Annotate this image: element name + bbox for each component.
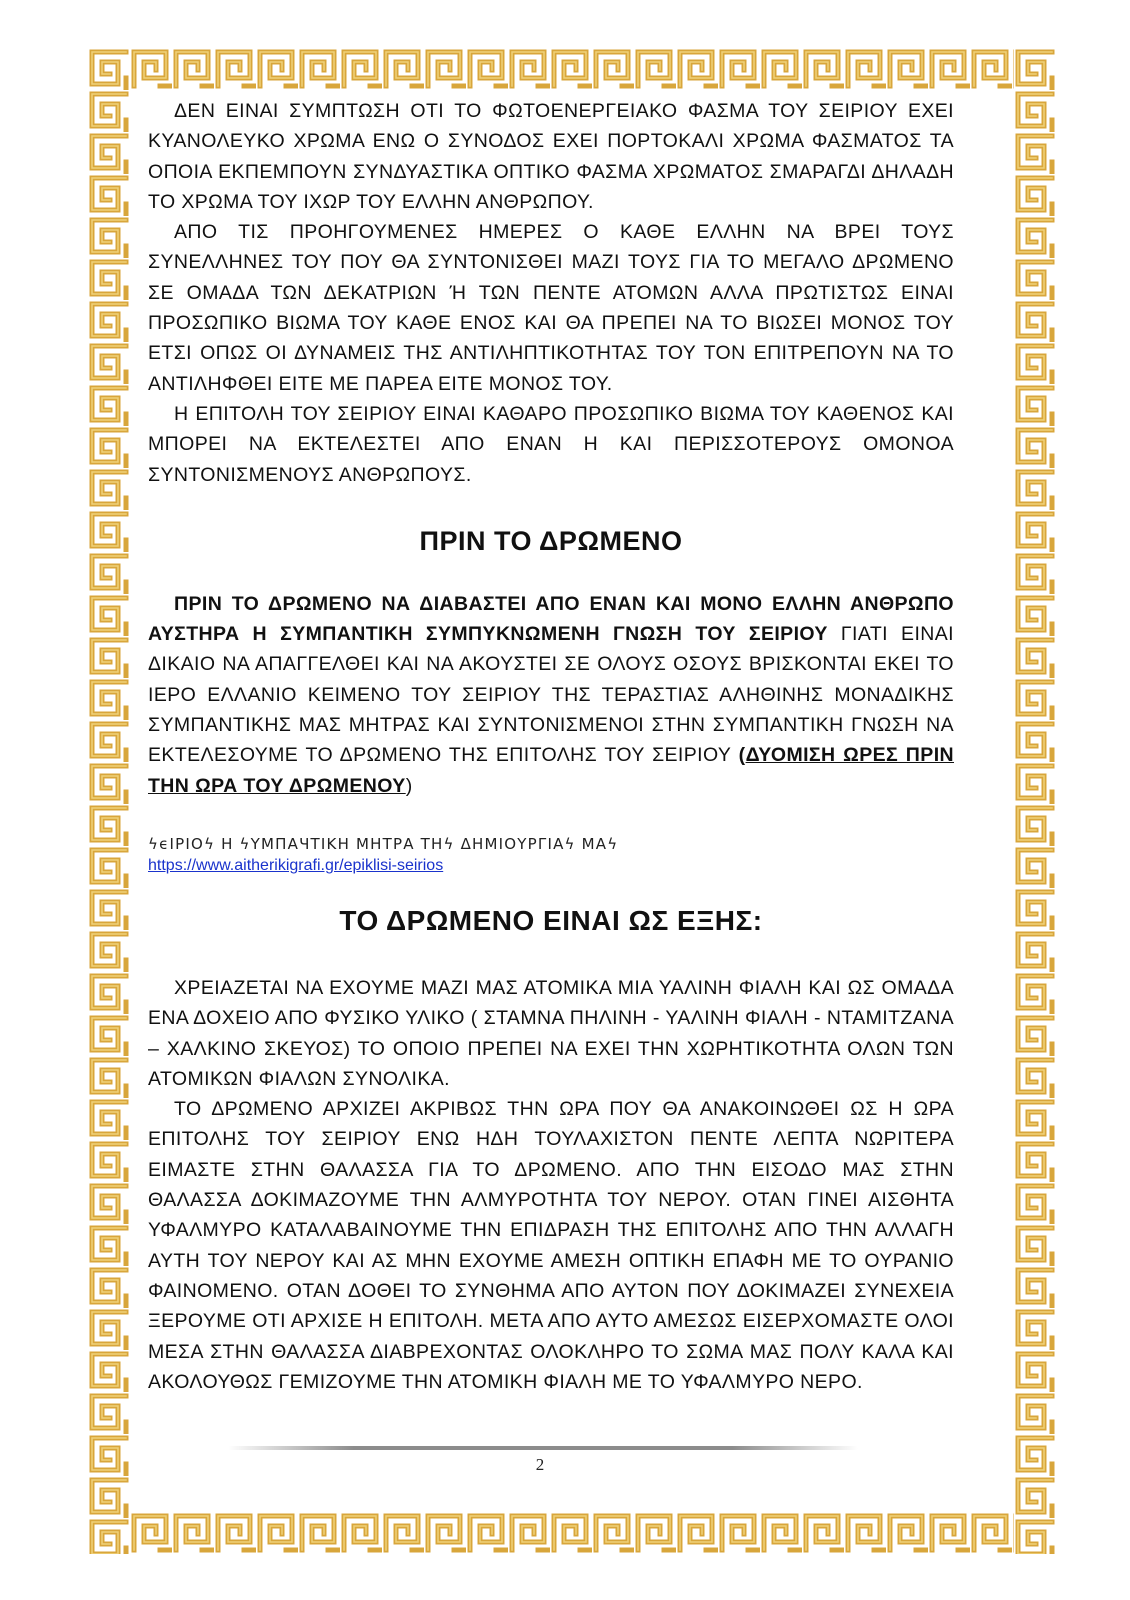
- greek-key-border-bottom: [88, 1512, 1056, 1554]
- greek-key-border-left: [88, 48, 130, 1554]
- ritual-paragraph-1: ΧΡΕΙΑΖΕΤΑΙ ΝΑ ΕΧΟΥΜΕ ΜΑΖΙ ΜΑΣ ΑΤΟΜΙΚΑ ΜΙΑ ΥΑΛΙΝΗ ΦΙΑΛΗ ΚΑΙ ΩΣ ΟΜΑΔΑ ΕΝΑ ΔΟΧΕΙΟ ΑΠΟ ΦΥΣΙΚΟ ΥΛΙΚΟ ( ΣΤΑΜΝΑ ΠΗΛΙΝΗ - ΥΑΛΙΝΗ ΦΙΑΛΗ - ΝΤΑΜΙΤΖΑΝΑ – ΧΑΛΚΙΝΟ ΣΚΕΥΟΣ) ΤΟ ΟΠΟΙΟ ΠΡΕΠΕΙ ΝΑ ΕΧΕΙ ΤΗΝ ΧΩΡΗΤΙΚΟΤΗΤΑ ΟΛΩΝ ΤΩΝ ΑΤΟΜΙΚΩΝ ΦΙΑΛΩΝ ΣΥΝΟΛΙΚΑ.: [148, 976, 954, 1090]
- footer-divider: [228, 1446, 858, 1450]
- intro-paragraph-2: ΑΠΟ ΤΙΣ ΠΡΟΗΓΟΥΜΕΝΕΣ ΗΜΕΡΕΣ Ο ΚΑΘΕ ΕΛΛΗΝ ΝΑ ΒΡΕΙ ΤΟΥΣ ΣΥΝΕΛΛΗΝΕΣ ΤΟΥ ΠΟΥ ΘΑ ΣΥΝΤΟΝΙΣΘΕΙ ΜΑΖΙ ΤΟΥΣ ΓΙΑ ΤΟ ΜΕΓΑΛΟ ΔΡΩΜΕΝΟ ΣΕ ΟΜΑΔΑ ΤΩΝ ΔΕΚΑΤΡΙΩΝ Ή ΤΩΝ ΠΕΝΤΕ ΑΤΟΜΩΝ ΑΛΛΑ ΠΡΩΤΙΣΤΩΣ ΕΙΝΑΙ ΠΡΟΣΩΠΙΚΟ ΒΙΩΜΑ ΤΟΥ ΚΑΘΕ ΕΝΟΣ ΚΑΙ ΘΑ ΠΡΕΠΕΙ ΝΑ ΤΟ ΒΙΩΣΕΙ ΜΟΝΟΣ ΤΟΥ ΕΤΣΙ ΟΠΩΣ ΟΙ ΔΥΝΑΜΕΙΣ ΤΗΣ ΑΝΤΙΛΗΠΤΙΚΟΤΗΤΑΣ ΤΟΥ ΤΟΝ ΕΠΙΤΡΕΠΟΥΝ ΝΑ ΤΟ ΑΝΤΙΛΗΦΘΕΙ ΕΙΤΕ ΜΕ ΠΑΡΕΑ ΕΙΤΕ ΜΟΝΟΣ ΤΟΥ.: [148, 221, 954, 395]
- intro-paragraph-1: ΔΕΝ ΕΙΝΑΙ ΣΥΜΠΤΩΣΗ ΟΤΙ ΤΟ ΦΩΤΟΕΝΕΡΓΕΙΑΚΟ ΦΑΣΜΑ ΤΟΥ ΣΕΙΡΙΟΥ ΕΧΕΙ ΚΥΑΝΟΛΕΥΚΟ ΧΡΩΜΑ ΕΝΩ Ο ΣΥΝΟΔΟΣ ΕΧΕΙ ΠΟΡΤΟΚΑΛΙ ΧΡΩΜΑ ΦΑΣΜΑΤΟΣ ΤΑ ΟΠΟΙΑ ΕΚΠΕΜΠΟΥΝ ΣΥΝΔΥΑΣΤΙΚΑ ΟΠΤΙΚΟ ΦΑΣΜΑ ΧΡΩΜΑΤΟΣ ΣΜΑΡΑΓΔΙ ΔΗΛΑΔΗ ΤΟ ΧΡΩΜΑ ΤΟΥ ΙΧΩΡ ΤΟΥ ΕΛΛΗΝ ΑΝΘΡΩΠΟΥ.: [148, 100, 954, 213]
- greek-key-border-right: [1014, 48, 1056, 1554]
- page-number: 2: [535, 1455, 545, 1474]
- close-paren: ): [405, 774, 413, 797]
- page-content: [148, 96, 954, 1397]
- epiklisi-link[interactable]: https://www.aitherikigrafi.gr/epiklisi-seirios: [148, 856, 444, 874]
- sirius-symbol-title: ϟϵΙΡΙΟϟ Η ϟΥΜΠΑЧΤΙΚΗ ΜΗΤΡΑ ΤΗϟ ΔΗΜΙΟΥΡΓΙΑϟ ΜΑϟ: [148, 834, 619, 853]
- before-ritual-paragraph: [148, 589, 954, 801]
- greek-key-border-top: [88, 48, 1056, 90]
- section-heading-before-ritual: ΠΡΙΝ ΤΟ ΔΡΩΜΕΝΟ: [419, 525, 683, 556]
- section-heading-ritual-steps: ΤΟ ΔΡΩΜΕΝΟ ΕΙΝΑΙ ΩΣ ΕΞΗΣ:: [339, 904, 763, 936]
- ritual-paragraph-2: ΤΟ ΔΡΩΜΕΝΟ ΑΡΧΙΖΕΙ ΑΚΡΙΒΩΣ ΤΗΝ ΩΡΑ ΠΟΥ ΘΑ ΑΝΑΚΟΙΝΩΘΕΙ ΩΣ Η ΩΡΑ ΕΠΙΤΟΛΗΣ ΤΟΥ ΣΕΙΡΙΟΥ ΕΝΩ ΗΔΗ ΤΟΥΛΑΧΙΣΤΟΝ ΠΕΝΤΕ ΛΕΠΤΑ ΝΩΡΙΤΕΡΑ ΕΙΜΑΣΤΕ ΣΤΗΝ ΘΑΛΑΣΣΑ ΓΙΑ ΤΟ ΔΡΩΜΕΝΟ. ΑΠΟ ΤΗΝ ΕΙΣΟΔΟ ΜΑΣ ΣΤΗΝ ΘΑΛΑΣΣΑ ΔΟΚΙΜΑΖΟΥΜΕ ΤΗΝ ΑΛΜΥΡΟΤΗΤΑ ΤΟΥ ΝΕΡΟΥ. ΟΤΑΝ ΓΙΝΕΙ ΑΙΣΘΗΤΑ ΥΦΑΛΜΥΡΟ ΚΑΤΑΛΑΒΑΙΝΟΥΜΕ ΤΗΝ ΕΠΙΔΡΑΣΗ ΤΗΣ ΕΠΙΤΟΛΗΣ ΑΠΟ ΤΗΝ ΑΛΛΑΓΗ ΑΥΤΗ ΤΟΥ ΝΕΡΟΥ ΚΑΙ ΑΣ ΜΗΝ ΕΧΟΥΜΕ ΑΜΕΣΗ ΟΠΤΙΚΗ ΕΠΑΦΗ ΜΕ ΤΟ ΟΥΡΑΝΙΟ ΦΑΙΝΟΜΕΝΟ. ΟΤΑΝ ΔΟΘΕΙ ΤΟ ΣΥΝΘΗΜΑ ΑΠΟ ΑΥΤΟΝ ΠΟΥ ΔΟΚΙΜΑΖΕΙ ΣΥΝΕΧΕΙΑ ΞΕΡΟΥΜΕ ΟΤΙ ΑΡΧΙΣΕ Η ΕΠΙΤΟΛΗ. ΜΕΤΑ ΑΠΟ ΑΥΤΟ ΑΜΕΣΩΣ ΕΙΣΕΡΧΟΜΑΣΤΕ ΟΛΟΙ ΜΕΣΑ ΣΤΗΝ ΘΑΛΑΣΣΑ ΔΙΑΒΡΕΧΟΝΤΑΣ ΟΛΟΚΛΗΡΟ ΤΟ ΣΩΜΑ ΜΑΣ ΠΟΛΥ ΚΑΛΑ ΚΑΙ ΑΚΟΛΟΥΘΩΣ ΓΕΜΙΖΟΥΜΕ ΤΗΝ ΑΤΟΜΙΚΗ ΦΙΑΛΗ ΜΕ ΤΟ ΥΦΑΛΜΥΡΟ ΝΕΡΟ.: [148, 1098, 954, 1393]
- intro-paragraph-3: Η ΕΠΙΤΟΛΗ ΤΟΥ ΣΕΙΡΙΟΥ ΕΙΝΑΙ ΚΑΘΑΡΟ ΠΡΟΣΩΠΙΚΟ ΒΙΩΜΑ ΤΟΥ ΚΑΘΕΝΟΣ ΚΑΙ ΜΠΟΡΕΙ ΝΑ ΕΚΤΕΛΕΣΤΕΙ ΑΠΟ ΕΝΑΝ Η ΚΑΙ ΠΕΡΙΣΣΟΤΕΡΟΥΣ ΟΜΟΝΟΑ ΣΥΝΤΟΝΙΣΜΕΝΟΥΣ ΑΝΘΡΩΠΟΥΣ.: [148, 402, 954, 486]
- timing-note: ΔΥΟΜΙΣΗ ΩΡΕΣ ΠΡΙΝ ΤΗΝ ΩΡΑ ΤΟΥ ΔΡΩΜΕΝΟΥ: [148, 744, 954, 797]
- before-ritual-body: ΓΙΑΤΙ ΕΙΝΑΙ ΔΙΚΑΙΟ ΝΑ ΑΠΑΓΓΕΛΘΕΙ ΚΑΙ ΝΑ ΑΚΟΥΣΤΕΙ ΣΕ ΟΛΟΥΣ ΟΣΟΥΣ ΒΡΙΣΚΟΝΤΑΙ ΕΚΕΙ ΤΟ ΙΕΡΟ ΕΛΛΑΝΙΟ ΚΕΙΜΕΝΟ ΤΟΥ ΣΕΙΡΙΟΥ ΤΗΣ ΤΕΡΑΣΤΙΑΣ ΑΛΗΘΙΝΗΣ ΜΟΝΑΔΙΚΗΣ ΣΥΜΠΑΝΤΙΚΗΣ ΜΑΣ ΜΗΤΡΑΣ ΚΑΙ ΣΥΝΤΟΝΙΣΜΕΝΟΙ ΣΤΗΝ ΣΥΜΠΑΝΤΙΚΗ ΓΝΩΣΗ ΝΑ ΕΚΤΕΛΕΣΟΥΜΕ ΤΟ ΔΡΩΜΕΝΟ ΤΗΣ ΕΠΙΤΟΛΗΣ ΤΟΥ ΣΕΙΡΙΟΥ: [148, 623, 954, 767]
- open-paren: (: [738, 744, 746, 767]
- before-ritual-bold-intro: ΠΡΙΝ ΤΟ ΔΡΩΜΕΝΟ ΝΑ ΔΙΑΒΑΣΤΕΙ ΑΠΟ ΕΝΑΝ ΚΑΙ ΜΟΝΟ ΕΛΛΗΝ ΑΝΘΡΩΠΟ ΑΥΣΤΗΡΑ Η ΣΥΜΠΑΝΤΙΚΗ ΣΥΜΠΥΚΝΩΜΕΝΗ ΓΝΩΣΗ ΤΟΥ ΣΕΙΡΙΟΥ: [148, 592, 954, 646]
